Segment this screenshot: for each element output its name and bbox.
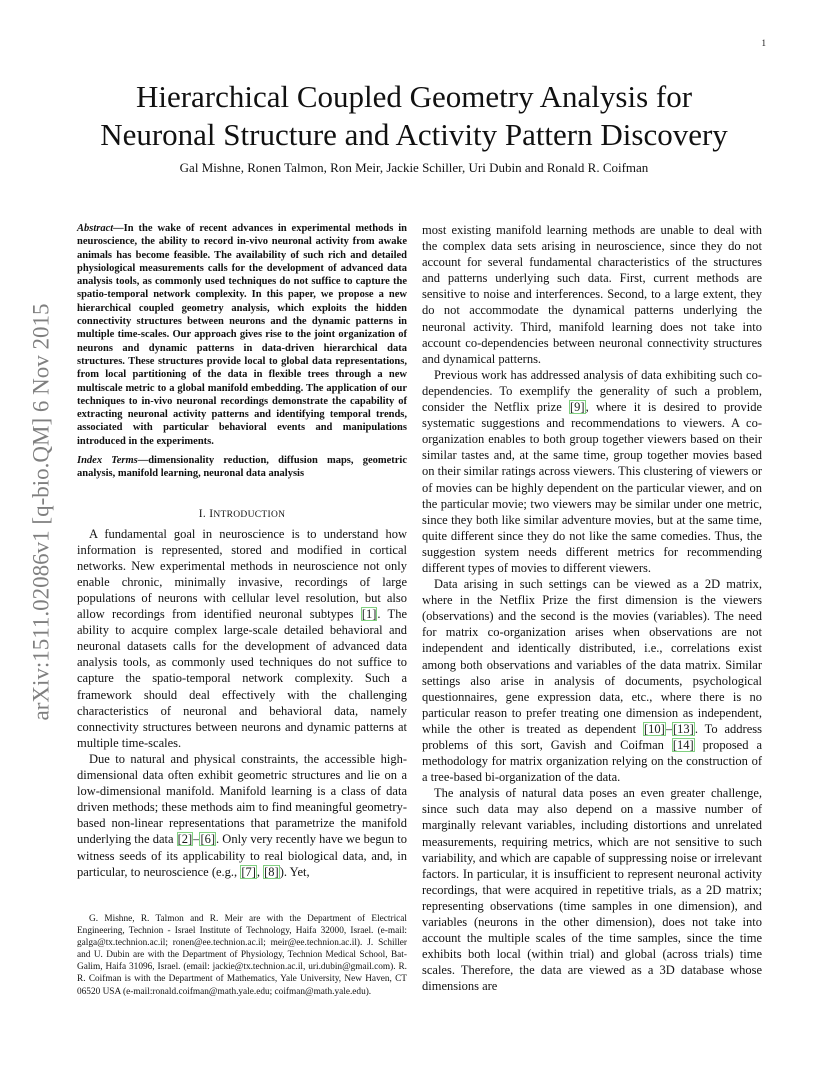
section-heading-introduction bbox=[77, 508, 407, 520]
comma: , bbox=[256, 864, 264, 879]
arxiv-stamp bbox=[26, 262, 56, 762]
abstract-label: Abstract bbox=[77, 223, 114, 234]
arxiv-stamp-text: arXiv:1511.02086v1 [q-bio.QM] 6 Nov 2015 bbox=[28, 303, 54, 721]
citation-13[interactable]: [13] bbox=[673, 721, 694, 736]
intro-paragraph-1 bbox=[77, 526, 407, 751]
author-footnote: G. Mishne, R. Talmon and R. Meir are with the Department of Electrical Engineering, Technion - Israel Institute of Technology, Haifa 32000, Israel. (e-mail: galga@tx.technion.ac.il; ronen@ee.technion.ac.il; meir@ee.technion.ac.il). J. Schiller and U. Dubin are with the Department of Physiology, Technion Medical School, Bat-Galim, Haifa 31096, Israel. (email: jackie@tx.technion.ac.il, uri.dubin@gmail.com). R. R. Coifman is with the Department of Mathematics, Yale University, New Haven, CT 06520 USA (e-mail:ronald.coifman@math.yale.edu; coifman@math.yale.edu). bbox=[77, 914, 407, 997]
paper-title bbox=[60, 78, 768, 154]
en-dash: – bbox=[665, 721, 673, 736]
intro-paragraph-2 bbox=[77, 751, 407, 880]
title-line-2: Neuronal Structure and Activity Pattern Discovery bbox=[100, 117, 728, 152]
section-numeral: I. bbox=[198, 507, 210, 520]
right-column bbox=[422, 222, 762, 995]
abstract bbox=[77, 222, 407, 448]
right-p3-text-c: proposed a methodology for matrix organization relying on the construction of a tree-based bi-organization of the data. bbox=[422, 738, 762, 785]
section-rest: NTRODUCTION bbox=[213, 509, 286, 520]
section-first-letter: I bbox=[209, 507, 214, 520]
en-dash: – bbox=[193, 832, 200, 847]
citation-1[interactable]: [1] bbox=[361, 607, 377, 622]
citation-14[interactable]: [14] bbox=[672, 738, 694, 752]
title-line-1: Hierarchical Coupled Geometry Analysis for bbox=[135, 79, 693, 114]
right-p2-text-a: Previous work has addressed analysis of data exhibiting such co-dependencies. To exemplify the generality of such a problem, consider the Netflix prize bbox=[422, 367, 762, 415]
left-column bbox=[77, 222, 407, 880]
right-paragraph-4: The analysis of natural data poses an even greater challenge, since such data may also depend on a massive number of marginally relevant variables, including distortions and unrelated measurements, requiring metrics, which are not sensitive to such variability, and which are capable of suppressing noise or irrelevant factors. In particular, it is insufficient to represent neuronal activity recordings, that were acquired in repetitive trials, as a 2D matrix; representing observations (time samples in one dimension), and variables (neurons in the other dimension), does not take into account the multiple scales of the time samples, since the time exhibits both local (within trial) and global (across trials) time scales. Therefore, the data are viewed as a 3D database whose dimensions are bbox=[422, 786, 762, 994]
citation-2[interactable]: [2] bbox=[177, 832, 193, 847]
intro-p1-text-a: A fundamental goal in neuroscience is to understand how information is represented, stored and modified in cortical networks. New experimental methods in neuroscience not only enable chronic, minimally invasive, recordings of large populations of neurons with cellular level resolution, but also allow recordings from identified neuronal subtypes bbox=[77, 526, 407, 622]
intro-p1-text-b: . The ability to acquire complex large-scale detailed behavioral and neuronal datasets calls for the development of advanced data analysis tools, as commonly used techniques do not suffice to capture the spatio-temporal network complexity. Such a framework should deal effectively with the challenging characteristics of neuronal and behavioral data, namely connectivity structures between neurons and dynamic patterns at multiple time-scales. bbox=[77, 607, 407, 750]
citation-9[interactable]: [9] bbox=[570, 400, 585, 415]
citation-6[interactable]: [6] bbox=[200, 832, 216, 847]
right-paragraph-2 bbox=[422, 367, 762, 576]
abstract-text: —In the wake of recent advances in experimental methods in neuroscience, the ability to record in-vivo neuronal activity from awake animals has become feasible. The availability of such rich and detailed physiological measurements calls for the development of advanced data analysis tools, as commonly used techniques do not suffice to capture the spatio-temporal network complexity. In this paper, we propose a new hierarchical coupled geometry analysis, which exploits the hidden connectivity structures between neurons and the dynamic patterns in multiple time-scales. Our approach gives rise to the joint organization of neurons and dynamic patterns in data-driven hierarchical data structures. These structures provide local to global data representations, from local partitioning of the data in flexible trees through a new multiscale metric to a global manifold embedding. The application of our techniques to in-vivo neuronal recordings demonstrate the capability of extracting neuronal activity patterns and identifying temporal trends, associated with particular behavioral events and manipulations introduced in the experiments. bbox=[77, 223, 407, 447]
citation-10[interactable]: [10] bbox=[643, 721, 665, 736]
right-p3-text-a: Data arising in such settings can be viewed as a 2D matrix, where in the Netflix Prize the first dimension is the viewers (observations) and the second is the movies (variables). The need for matrix co-organization arises when observations are not independent and identically distributed, i.e., correlations exist among both observations and variables of the data matrix. Similar settings also arise in analysis of documents, psychological questionnaires, gene expression data, etc., where there is no particular reason to prefer treating one dimension as independent, while the other is treated as dependent bbox=[422, 577, 762, 736]
right-paragraph-3 bbox=[422, 576, 762, 785]
index-terms bbox=[77, 454, 407, 481]
citation-7[interactable]: [7] bbox=[241, 864, 256, 879]
authors: Gal Mishne, Ronen Talmon, Ron Meir, Jackie Schiller, Uri Dubin and Ronald R. Coifman bbox=[179, 160, 649, 175]
right-p2-text-b: , where it is desired to provide systematic suggestions and recommendations to viewers. A co-organization enables to both group together viewers based on their similar tastes and, at the same time, group together movies based on their similar ratings across viewers. This clustering of viewers or of movies can be highly dependent on the particular viewer, and on the particular movie; two viewers may be similar under one metric, since they both like similar adventure movies, but at the same time, quite different since they do not like the same comedies. Thus, the suggestion system needs different metrics for recommending different types of movies to different viewers. bbox=[422, 400, 762, 575]
right-paragraph-1: most existing manifold learning methods are unable to deal with the complex data sets arising in neuroscience, since they do not account for several fundamental characteristics of the structures and patterns underlying such data. First, current methods are sensitive to noise and interferences. Second, to a large extent, they do not accommodate the dynamical patterns underlying the neuronal activity. Third, manifold learning does not take into account co-dependencies between neuronal connectivity structures and dynamical patterns. bbox=[422, 223, 762, 366]
intro-p2-text-a: Due to natural and physical constraints, the accessible high-dimensional data often exhibit geometric structures and lie on a low-dimensional manifold. Manifold learning is a class of data driven methods; these methods aim to find meaningful geometry-based non-linear representations that parametrize the manifold underlying the data bbox=[77, 751, 407, 847]
page-number: 1 bbox=[761, 38, 766, 48]
right-p3-text-b: . To address problems of this sort, Gavish and Coifman bbox=[422, 721, 762, 752]
index-terms-label: Index Terms bbox=[77, 455, 138, 467]
citation-8[interactable]: [8] bbox=[264, 864, 279, 879]
intro-p2-text-b: . Only very recently have we begun to witness seeds of its applicability to real biological data, and, in particular, to neuroscience (e.g., bbox=[77, 832, 407, 879]
intro-p2-text-c: ). Yet, bbox=[279, 864, 310, 879]
index-terms-text: —dimensionality reduction, diffusion maps, geometric analysis, manifold learning, neuronal data analysis bbox=[77, 455, 407, 480]
